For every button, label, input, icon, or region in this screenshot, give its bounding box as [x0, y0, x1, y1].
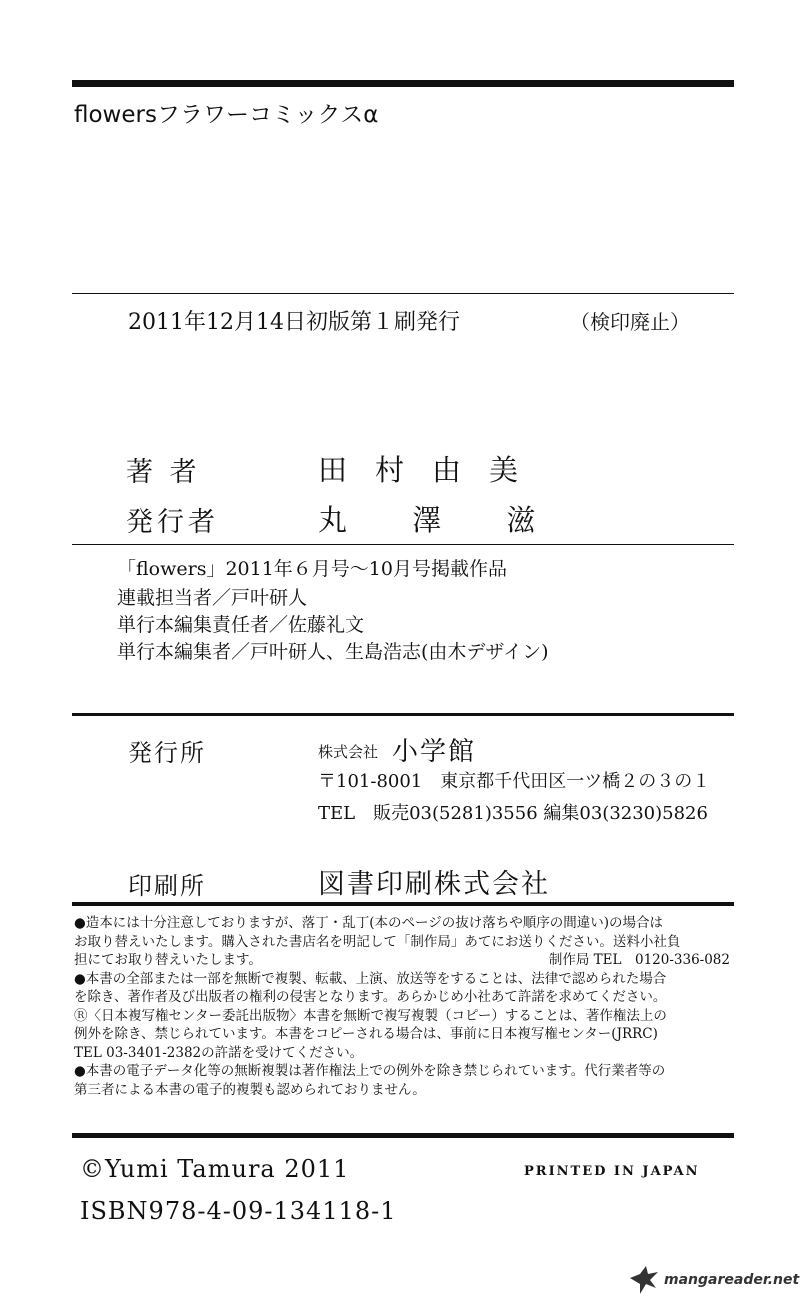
publisher-company-prefix: 株式会社 [318, 743, 379, 761]
notice-line-text: 担にてお取り替えいたします。 [74, 952, 262, 968]
production-dept-phone: 制作局 TEL 0120-336-082 [548, 952, 730, 968]
notices-block [74, 914, 734, 1099]
publisher-person-label: 発行者 [126, 507, 219, 538]
watermark-text: mangareader.net [664, 1272, 800, 1288]
edition-date-line: 2011年12月14日初版第１刷発行 [128, 310, 460, 335]
credits-top-rule [72, 544, 734, 545]
copyright: ©Yumi Tamura 2011 [80, 1155, 350, 1183]
publisher-address: 〒101-8001 東京都千代田区一ツ橋２の３の１ [318, 771, 711, 792]
notice-line: お取り替えいたします。購入された書店名を明記して「制作局」あてにお送りください。送料小社負 [74, 933, 681, 950]
top-thick-rule [72, 80, 734, 87]
printer-name: 図書印刷株式会社 [318, 869, 550, 900]
credit-line-serialization: 「flowers」2011年６月号～10月号掲載作品 [117, 558, 507, 580]
publisher-phone: TEL 販売03(5281)3556 編集03(3230)5826 [318, 803, 708, 824]
printer-label: 印刷所 [128, 872, 206, 900]
notice-line [74, 951, 734, 970]
notice-line: ●本書の全部または一部を無断で複製、転載、上演、放送等をすることは、法律で認められた場合 [74, 970, 667, 987]
publisher-top-rule [72, 713, 734, 716]
edition-top-rule [72, 293, 734, 294]
notices-top-rule [72, 902, 734, 906]
notice-line: を除き、著作者及び出版者の権利の侵害となります。あらかじめ小社あて許諾を求めてください。 [74, 989, 667, 1005]
notice-line: Ⓡ〈日本複写権センター委託出版物〉本書を無断で複写複製（コピー）することは、著作権法上の [74, 1007, 667, 1024]
notice-line: TEL 03-3401-2382の許諾を受けてください。 [74, 1044, 364, 1061]
author-name: 田村由美 [318, 453, 547, 487]
credit-line-chief-editor: 単行本編集責任者／佐藤礼文 [117, 614, 365, 636]
notice-line: 例外を除き、禁じられています。本書をコピーされる場合は、事前に日本複写権センター(JRRC) [74, 1026, 658, 1042]
printed-in-japan: PRINTED IN JAPAN [524, 1164, 700, 1179]
notices-bottom-rule [72, 1133, 734, 1138]
isbn: ISBN978-4-09-134118-1 [80, 1197, 397, 1225]
seal-note: （検印廃止） [570, 310, 690, 334]
bird-logo-icon [628, 1264, 662, 1296]
notice-line: ●本書の電子データ化等の無断複製は著作権法上での例外を除き禁じられています。代行業者等の [74, 1063, 666, 1079]
author-label: 著 者 [126, 457, 201, 488]
notice-line: ●造本には十分注意しておりますが、落丁・乱丁(本のページの抜け落ちや順序の間違い)の場合は [74, 915, 664, 931]
publisher-label: 発行所 [128, 739, 206, 767]
publisher-person-name: 丸 澤 滋 [318, 503, 564, 537]
credit-line-editor-in-charge: 連載担当者／戸叶研人 [117, 587, 308, 609]
series-title: flowersフラワーコミックスα [74, 102, 379, 128]
credit-line-book-editors: 単行本編集者／戸叶研人、生島浩志(由木デザイン) [117, 641, 549, 663]
publisher-company-name: 小学館 [392, 737, 477, 767]
notice-line: 第三者による本書の電子的複製も認められておりません。 [74, 1081, 426, 1098]
